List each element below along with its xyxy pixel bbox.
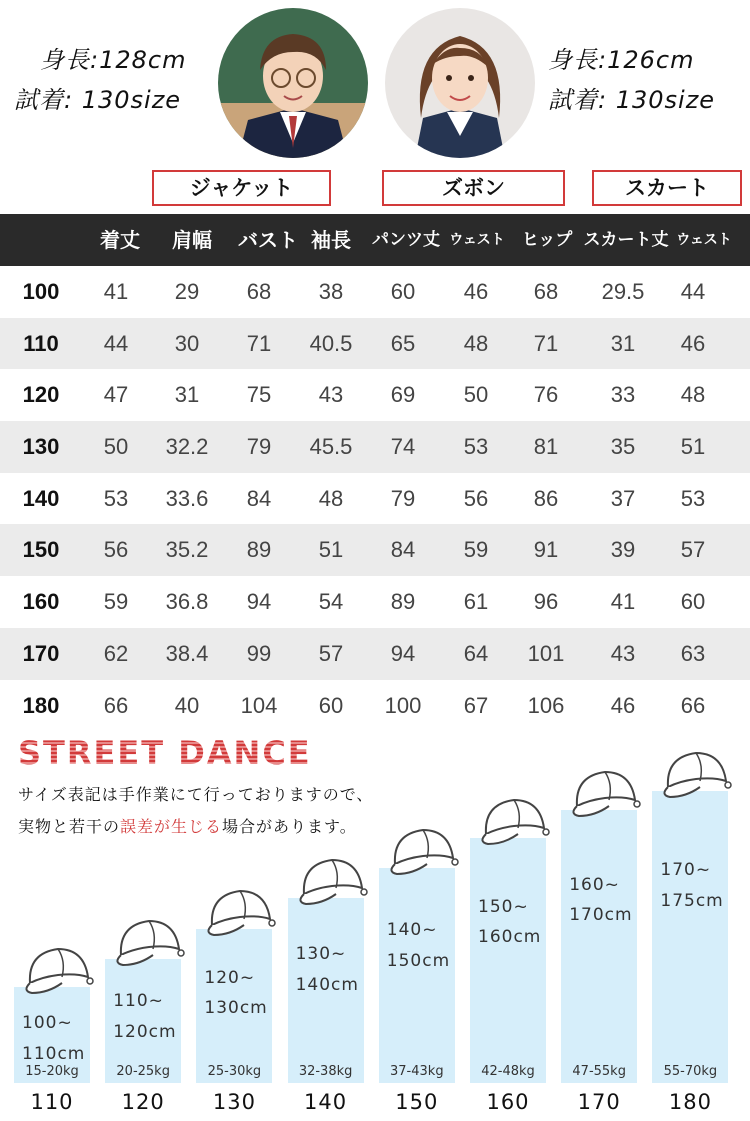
boy-height: 身長:128cm <box>40 46 187 74</box>
weight-range: 55-70kg <box>663 1064 718 1079</box>
table-cell: 66 <box>680 692 706 718</box>
table-cell: 40 <box>174 692 200 718</box>
height-range-start: 140~ <box>386 920 438 941</box>
table-cell: 31 <box>610 330 636 356</box>
table-body <box>0 266 750 731</box>
girl-height: 身長:126cm <box>548 46 695 74</box>
table-cell: 81 <box>533 434 559 460</box>
baseball-cap-icon <box>474 794 554 854</box>
table-cell: 68 <box>533 279 559 304</box>
boy-fit-size: 試着: 130size <box>14 86 182 114</box>
table-cell: 67 <box>463 692 489 718</box>
header-length: 着丈 <box>100 228 140 252</box>
height-range <box>470 892 546 953</box>
height-range <box>652 855 728 916</box>
weight-range: 15-20kg <box>25 1064 79 1079</box>
table-cell: 69 <box>390 382 416 408</box>
height-range <box>379 915 455 976</box>
table-cell: 66 <box>103 692 129 718</box>
table-cell: 53 <box>463 434 489 460</box>
table-cell: 54 <box>318 589 344 615</box>
height-range-start: 110~ <box>113 991 164 1012</box>
table-cell: 38.4 <box>165 640 209 666</box>
table-cell: 45.5 <box>309 434 353 460</box>
category-skirt: スカート <box>592 170 742 206</box>
size-label-cell: 170 <box>22 640 60 666</box>
table-row <box>0 576 750 628</box>
size-axis-label: 150 <box>395 1090 439 1114</box>
table-cell: 101 <box>527 640 565 666</box>
table-cell: 35 <box>610 434 636 460</box>
table-cell: 50 <box>103 434 129 460</box>
girl-portrait <box>385 8 535 158</box>
note-line-2 <box>18 814 357 837</box>
height-range-end: 160cm <box>478 927 542 948</box>
table-cell: 41 <box>610 589 636 615</box>
header-pants-length: パンツ丈 <box>372 230 440 250</box>
height-range-end: 120cm <box>113 1021 177 1042</box>
height-range-end: 150cm <box>386 950 451 971</box>
size-label-cell: 150 <box>22 537 60 563</box>
table-cell: 41 <box>103 279 129 304</box>
table-cell: 35.2 <box>165 537 209 563</box>
table-cell: 29.5 <box>601 279 645 304</box>
table-row <box>0 628 750 680</box>
table-header <box>0 214 750 266</box>
header-pants-waist: ウェスト <box>449 232 505 248</box>
size-axis-label: 180 <box>668 1090 712 1114</box>
table-row <box>0 421 750 473</box>
table-cell: 47 <box>103 382 129 408</box>
size-label-cell: 130 <box>22 434 60 460</box>
size-label-cell: 160 <box>22 589 60 615</box>
boy-model-info <box>14 40 187 120</box>
table-cell: 91 <box>533 537 559 563</box>
baseball-cap-icon <box>656 747 736 807</box>
table-cell: 96 <box>533 589 559 615</box>
note-text-a: 実物と若干の <box>18 817 121 836</box>
table-cell: 38 <box>318 279 344 304</box>
table-cell: 61 <box>463 589 489 615</box>
table-cell: 79 <box>246 434 272 460</box>
table-cell: 59 <box>103 589 129 615</box>
size-table <box>0 214 750 731</box>
size-label-cell: 100 <box>22 279 60 304</box>
height-range-start: 100~ <box>22 1013 73 1034</box>
height-range-end: 175cm <box>660 890 724 911</box>
table-cell: 46 <box>680 330 706 356</box>
height-range-start: 160~ <box>569 874 620 895</box>
height-range-start: 130~ <box>295 943 347 964</box>
weight-range: 32-38kg <box>298 1063 353 1079</box>
table-cell: 99 <box>246 640 272 666</box>
table-row <box>0 318 750 370</box>
table-cell: 68 <box>246 279 272 304</box>
table-cell: 60 <box>390 279 416 304</box>
table-cell: 46 <box>463 279 489 304</box>
baseball-cap-icon <box>200 885 280 945</box>
size-bar <box>105 959 181 1083</box>
table-cell: 33 <box>610 382 636 408</box>
note-line-1: サイズ表記は手作業にて行っておりますので、 <box>18 785 374 804</box>
header-skirt-length: スカート丈 <box>583 230 669 250</box>
height-range-start: 150~ <box>478 896 529 917</box>
weight-range: 25-30kg <box>207 1063 262 1079</box>
table-cell: 46 <box>610 692 636 718</box>
header-skirt-waist: ウェスト <box>676 232 732 248</box>
table-cell: 94 <box>390 640 416 666</box>
size-bar <box>561 810 637 1083</box>
height-range-start: 120~ <box>204 967 256 988</box>
height-range-start: 170~ <box>660 860 712 881</box>
height-range-end: 140cm <box>295 974 359 995</box>
table-cell: 89 <box>390 589 416 615</box>
table-cell: 86 <box>533 485 559 511</box>
table-row <box>0 524 750 576</box>
table-cell: 63 <box>680 640 706 666</box>
size-axis-label: 160 <box>486 1090 530 1114</box>
table-cell: 60 <box>680 589 706 615</box>
baseball-cap-icon <box>109 915 189 975</box>
note-text-b: 場合があります。 <box>222 817 357 836</box>
table-row <box>0 680 750 732</box>
table-cell: 37 <box>610 485 636 511</box>
weight-range: 42-48kg <box>481 1063 535 1079</box>
height-range <box>196 963 272 1024</box>
table-cell: 53 <box>680 485 706 511</box>
header-sleeve: 袖長 <box>311 228 351 252</box>
table-cell: 71 <box>246 330 272 356</box>
table-cell: 44 <box>680 279 706 304</box>
height-range <box>561 870 637 931</box>
table-cell: 33.6 <box>165 485 209 511</box>
table-cell: 79 <box>390 485 416 511</box>
size-axis-label: 170 <box>577 1090 621 1114</box>
table-cell: 104 <box>240 692 278 718</box>
height-range-end: 110cm <box>22 1043 86 1064</box>
table-cell: 56 <box>463 485 489 511</box>
street-dance-title <box>18 732 318 776</box>
size-label-cell: 180 <box>22 692 60 718</box>
header-shoulder: 肩幅 <box>172 228 212 252</box>
table-cell: 39 <box>610 537 636 563</box>
weight-range: 20-25kg <box>116 1064 170 1079</box>
table-cell: 62 <box>103 640 129 666</box>
height-range-end: 130cm <box>204 998 268 1019</box>
table-cell: 51 <box>318 537 344 563</box>
table-cell: 60 <box>318 692 344 718</box>
category-jacket: ジャケット <box>152 170 331 206</box>
header-bust: バスト <box>238 228 298 252</box>
table-cell: 56 <box>103 537 129 563</box>
size-label-cell: 120 <box>22 382 60 408</box>
height-range-end: 170cm <box>569 905 633 926</box>
table-cell: 43 <box>318 382 344 408</box>
table-cell: 65 <box>390 330 416 356</box>
table-cell: 40.5 <box>309 330 353 356</box>
weight-range: 37-43kg <box>390 1064 444 1079</box>
table-cell: 48 <box>680 382 706 408</box>
table-cell: 29 <box>174 279 200 304</box>
size-bar <box>652 791 728 1083</box>
weight-range: 47-55kg <box>572 1063 626 1079</box>
boy-portrait <box>218 8 368 158</box>
height-range <box>105 986 181 1047</box>
header-hip: ヒップ <box>521 230 573 250</box>
table-cell: 48 <box>463 330 489 356</box>
table-cell: 84 <box>390 537 416 563</box>
table-cell: 57 <box>680 537 706 563</box>
size-label-cell: 110 <box>23 330 59 356</box>
table-cell: 59 <box>463 537 489 563</box>
table-cell: 50 <box>463 382 489 408</box>
baseball-cap-icon <box>565 766 645 826</box>
table-row <box>0 266 750 318</box>
note-text-red: 誤差が生じる <box>120 817 223 836</box>
table-row <box>0 473 750 525</box>
baseball-cap-icon <box>383 824 463 884</box>
size-axis-label: 130 <box>212 1090 256 1114</box>
table-cell: 44 <box>103 330 129 356</box>
table-cell: 84 <box>246 485 272 511</box>
size-bar <box>379 868 455 1083</box>
table-cell: 53 <box>103 485 129 511</box>
street-dance-text: STREET DANCE <box>18 734 312 772</box>
table-cell: 71 <box>533 330 559 356</box>
table-cell: 94 <box>246 589 272 615</box>
size-bar <box>470 838 546 1083</box>
table-row <box>0 369 750 421</box>
baseball-cap-icon <box>292 854 372 914</box>
category-pants: ズボン <box>382 170 565 206</box>
size-label-cell: 140 <box>22 485 60 511</box>
table-cell: 36.8 <box>165 589 209 615</box>
table-cell: 57 <box>318 640 344 666</box>
table-cell: 43 <box>610 640 636 666</box>
table-cell: 64 <box>463 640 489 666</box>
size-axis-label: 120 <box>121 1090 165 1114</box>
height-range <box>288 939 364 1000</box>
size-axis-label: 140 <box>304 1090 348 1114</box>
table-cell: 100 <box>384 692 422 718</box>
table-cell: 76 <box>533 382 559 408</box>
baseball-cap-icon <box>18 943 98 1003</box>
table-cell: 32.2 <box>165 434 209 460</box>
table-cell: 106 <box>527 692 565 718</box>
size-axis-label: 110 <box>30 1090 74 1114</box>
height-range <box>14 1008 90 1069</box>
size-bar <box>196 929 272 1083</box>
table-cell: 48 <box>318 485 344 511</box>
girl-model-info <box>548 40 715 120</box>
girl-fit-size: 試着: 130size <box>548 86 716 114</box>
table-cell: 75 <box>246 382 272 408</box>
table-cell: 51 <box>680 434 706 460</box>
table-cell: 74 <box>390 434 416 460</box>
table-cell: 30 <box>174 330 200 356</box>
table-cell: 89 <box>246 537 272 563</box>
size-bar <box>288 898 364 1083</box>
table-cell: 31 <box>174 382 200 408</box>
